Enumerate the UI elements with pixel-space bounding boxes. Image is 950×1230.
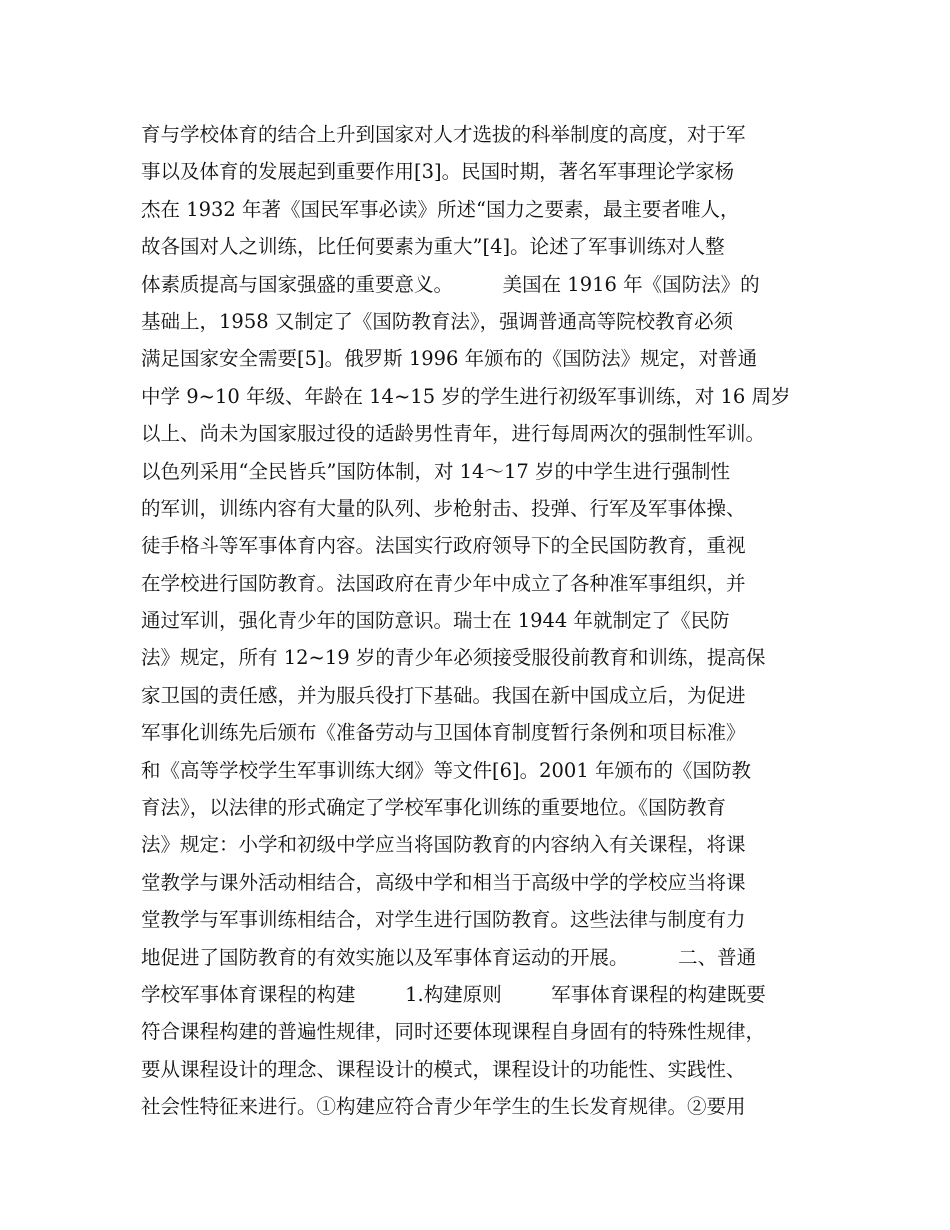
- text-line: 的军训，训练内容有大量的队列、步枪射击、投弹、行军及军事体操、: [141, 496, 746, 520]
- text-line: 堂教学与军事训练相结合，对学生进行国防教育。这些法律与制度有力: [141, 908, 746, 932]
- text-line: 符合课程构建的普遍性规律，同时还要体现课程自身固有的特殊性规律，: [141, 1020, 766, 1044]
- text-line: 家卫国的责任感，并为服兵役打下基础。我国在新中国成立后，为促进: [141, 683, 746, 707]
- text-line: 军事化训练先后颁布《准备劳动与卫国体育制度暂行条例和项目标准》: [141, 721, 746, 745]
- text-line: 满足国家安全需要[5]。俄罗斯 1996 年颁布的《国防法》规定，对普通: [141, 347, 758, 371]
- text-line: 以上、尚未为国家服过役的适龄男性青年，进行每周两次的强制性军训。: [141, 422, 766, 446]
- text-line: 基础上，1958 又制定了《国防教育法》，强调普通高等院校教育必须: [141, 309, 734, 333]
- text-line: 地促进了国防教育的有效实施以及军事体育运动的开展。 二、普通: [141, 945, 757, 969]
- text-line: 徒手格斗等军事体育内容。法国实行政府领导下的全民国防教育，重视: [141, 534, 746, 558]
- text-line: 和《高等学校学生军事训练大纲》等文件[6]。2001 年颁布的《国防教: [141, 758, 751, 782]
- body-text: [141, 116, 841, 1126]
- text-line: 在学校进行国防教育。法国政府在青少年中成立了各种准军事组织，并: [141, 571, 746, 595]
- text-line: 育法》，以法律的形式确定了学校军事化训练的重要地位。《国防教育: [141, 796, 727, 820]
- text-line: 体素质提高与国家强盛的重要意义。 美国在 1916 年《国防法》的: [141, 272, 760, 296]
- text-line: 育与学校体育的结合上升到国家对人才选拔的科举制度的高度，对于军: [141, 123, 746, 146]
- text-line: 通过军训，强化青少年的国防意识。瑞士在 1944 年就制定了《民防: [141, 609, 730, 633]
- text-line: 故各国对人之训练，比任何要素为重大”[4]。论述了军事训练对人整: [141, 235, 725, 259]
- text-line: 中学 9~10 年级、年龄在 14~15 岁的学生进行初级军事训练，对 16 周岁: [141, 384, 791, 408]
- text-line: 以色列采用“全民皆兵”国防体制，对 14～17 岁的中学生进行强制性: [141, 459, 730, 483]
- text-line: 要从课程设计的理念、课程设计的模式，课程设计的功能性、实践性、: [141, 1057, 746, 1081]
- text-line: 法》规定，所有 12~19 岁的青少年必须接受服役前教育和训练，提高保: [141, 646, 766, 670]
- text-line: 杰在 1932 年著《国民军事必读》所述“国力之要素，最主要者唯人，: [141, 197, 740, 221]
- text-line: 社会性特征来进行。①构建应符合青少年学生的生长发育规律。②要用: [141, 1095, 746, 1119]
- text-line: 堂教学与课外活动相结合，高级中学和相当于高级中学的学校应当将课: [141, 870, 746, 894]
- text-line: 学校军事体育课程的构建 1.构建原则 军事体育课程的构建既要: [141, 982, 766, 1006]
- text-line: 法》规定：小学和初级中学应当将国防教育的内容纳入有关课程，将课: [141, 833, 746, 857]
- text-line: 事以及体育的发展起到重要作用[3]。民国时期，著名军事理论学家杨: [141, 160, 735, 184]
